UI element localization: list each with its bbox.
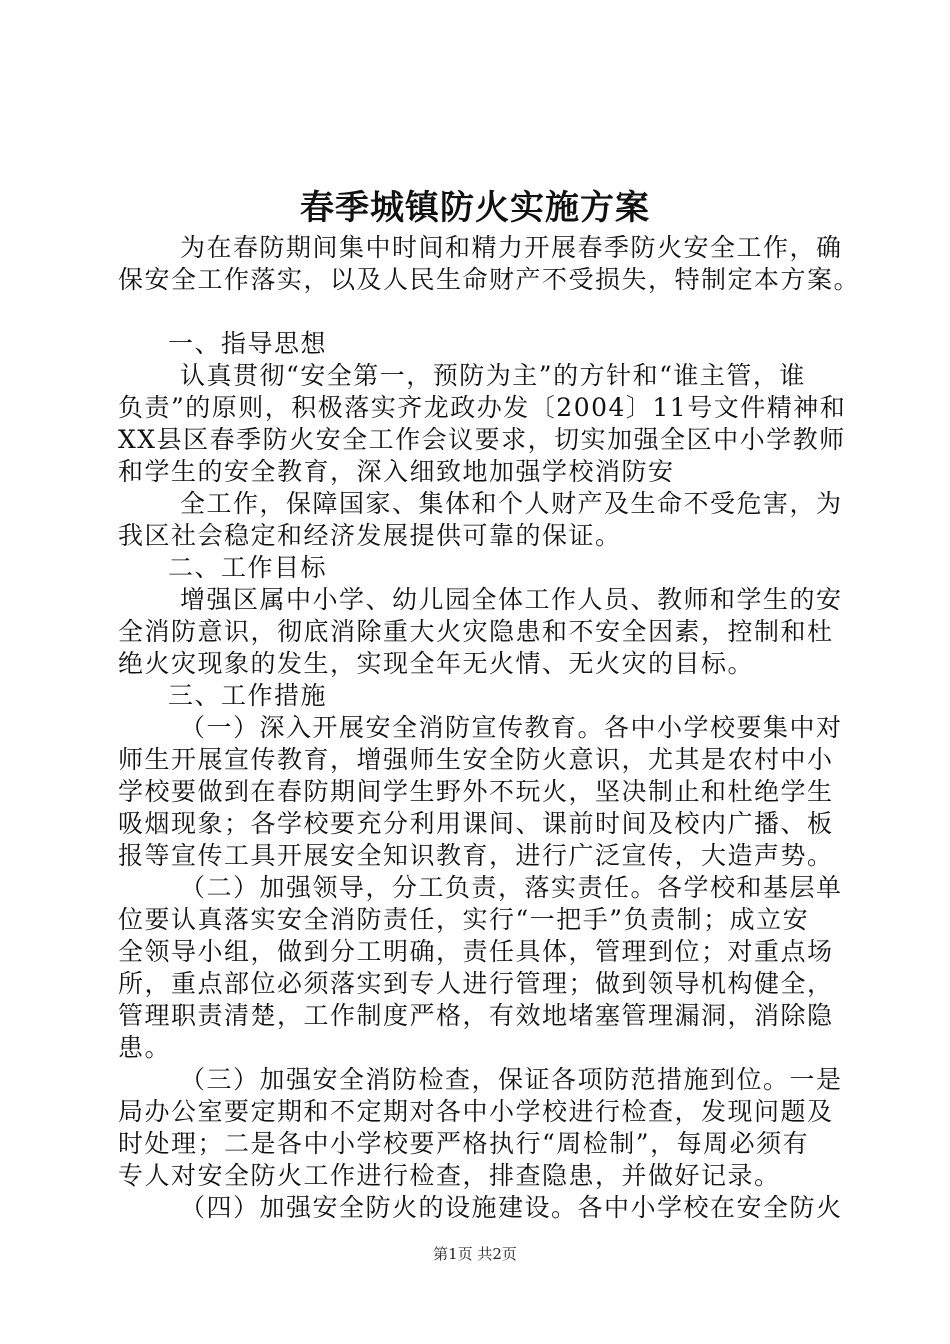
section-heading: 一、指导思想 [168,329,328,358]
paragraph-line: （二）加强领导，分工负责，落实责任。各学校和基层单 [180,873,843,902]
paragraph-line: 保安全工作落实，以及人民生命财产不受损失，特制定本方案。 [118,265,861,294]
paragraph-line: 增强区属中小学、幼儿园全体工作人员、教师和学生的安 [180,585,843,614]
paragraph-line: （四）加强安全防火的设施建设。各中小学校在安全防火 [180,1193,843,1222]
paragraph-line: （三）加强安全消防检查，保证各项防范措施到位。一是 [180,1065,843,1094]
paragraph-line: 所，重点部位必须落实到专人进行管理；做到领导机构健全， [118,969,834,998]
paragraph-line: 专人对安全防火工作进行检查，排查隐患，并做好记录。 [118,1161,781,1190]
paragraph-line: 吸烟现象；各学校要充分利用课间、课前时间及校内广播、板 [118,809,834,838]
paragraph-line: 位要认真落实安全消防责任，实行“一把手”负责制；成立安 [118,905,810,934]
paragraph-line: 局办公室要定期和不定期对各中小学校进行检查，发现问题及 [118,1097,834,1126]
section-heading: 二、工作目标 [168,553,328,582]
page-number: 第1页 共2页 [433,1245,517,1263]
paragraph-line: 时处理；二是各中小学校要严格执行“周检制”，每周必须有 [118,1129,810,1158]
paragraph-line: 师生开展宣传教育，增强师生安全防火意识，尤其是农村中小 [118,745,834,774]
paragraph-line: 认真贯彻“安全第一，预防为主”的方针和“谁主管，谁 [180,361,806,390]
paragraph-line: 全消防意识，彻底消除重大火灾隐患和不安全因素，控制和杜 [118,617,834,646]
paragraph-line: 为在春防期间集中时间和精力开展春季防火安全工作，确 [180,233,843,262]
paragraph-line: 负责”的原则，积极落实齐龙政办发〔2004〕11号文件精神和 [118,393,847,422]
paragraph-line: 报等宣传工具开展安全知识教育，进行广泛宣传，大造声势。 [118,841,834,870]
paragraph-line: 患。 [118,1033,172,1062]
paragraph-line: 我区社会稳定和经济发展提供可靠的保证。 [118,521,622,550]
paragraph-line: 管理职责清楚，工作制度严格，有效地堵塞管理漏洞，消除隐 [118,1001,834,1030]
document-title: 春季城镇防火实施方案 [300,188,650,228]
paragraph-line: 全工作，保障国家、集体和个人财产及生命不受危害，为 [180,489,843,518]
section-heading: 三、工作措施 [168,681,328,710]
paragraph-line: 和学生的安全教育，深入细致地加强学校消防安 [118,457,675,486]
paragraph-line: 绝火灾现象的发生，实现全年无火情、无火灾的目标。 [118,649,755,678]
paragraph-line: 学校要做到在春防期间学生野外不玩火，坚决制止和杜绝学生 [118,777,834,806]
paragraph-line: （一）深入开展安全消防宣传教育。各中小学校要集中对 [180,713,843,742]
paragraph-line: 全领导小组，做到分工明确，责任具体，管理到位；对重点场 [118,937,834,966]
document-body [118,232,861,1224]
paragraph-line: XX县区春季防火安全工作会议要求，切实加强全区中小学教师 [118,425,846,454]
blank-line [118,296,836,328]
